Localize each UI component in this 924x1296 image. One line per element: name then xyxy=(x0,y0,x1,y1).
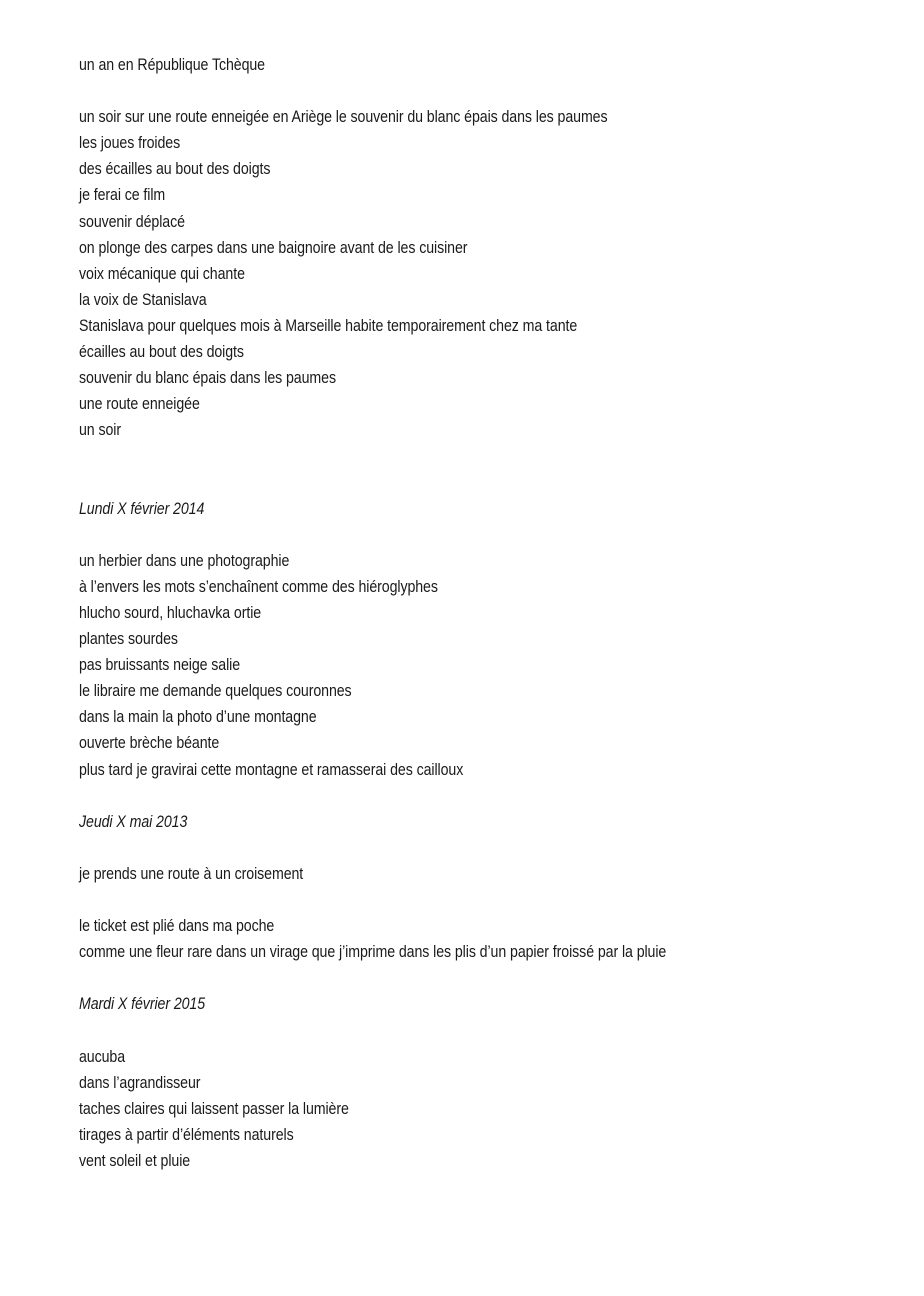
verse-line: les joues froides xyxy=(79,134,181,153)
spacer xyxy=(79,887,899,913)
stanza xyxy=(79,104,899,443)
verse-line: taches claires qui laissent passer la lumière xyxy=(79,1099,349,1118)
verse-line: souvenir déplacé xyxy=(79,212,185,231)
verse-line: des écailles au bout des doigts xyxy=(79,160,271,179)
verse-line: la voix de Stanislava xyxy=(79,290,207,309)
stanza xyxy=(79,861,899,887)
spacer xyxy=(79,522,899,548)
document-title: un an en République Tchèque xyxy=(79,56,265,74)
section-date-heading: Jeudi X mai 2013 xyxy=(79,812,188,831)
section-2 xyxy=(79,496,899,783)
verse-line: Stanislava pour quelques mois à Marseille habite temporairement chez ma tante xyxy=(79,316,578,335)
stanza xyxy=(79,548,899,783)
verse-line: comme une fleur rare dans un virage que j’imprime dans les plis d’un papier froissé par la pluie xyxy=(79,943,667,962)
spacer xyxy=(79,470,899,496)
verse-line: je prends une route à un croisement xyxy=(79,864,304,883)
verse-line: un soir xyxy=(79,421,121,440)
verse-line: aucuba xyxy=(79,1047,126,1066)
verse-line: un soir sur une route enneigée en Ariège le souvenir du blanc épais dans les paumes xyxy=(79,108,608,127)
section-1 xyxy=(79,104,899,443)
verse-line: dans l’agrandisseur xyxy=(79,1073,201,1092)
spacer xyxy=(79,443,899,469)
verse-line: je ferai ce film xyxy=(79,186,166,205)
section-date-heading: Mardi X février 2015 xyxy=(79,995,206,1014)
section-3 xyxy=(79,809,899,966)
spacer xyxy=(79,1017,899,1043)
verse-line: souvenir du blanc épais dans les paumes xyxy=(79,369,336,388)
section-date-heading: Lundi X février 2014 xyxy=(79,499,205,518)
verse-line: à l’envers les mots s’enchaînent comme des hiéroglyphes xyxy=(79,577,438,596)
verse-line: un herbier dans une photographie xyxy=(79,551,290,570)
verse-line: on plonge des carpes dans une baignoire avant de les cuisiner xyxy=(79,238,468,257)
spacer xyxy=(79,965,899,991)
verse-line: tirages à partir d’éléments naturels xyxy=(79,1125,294,1144)
verse-line: pas bruissants neige salie xyxy=(79,656,241,675)
section-4 xyxy=(79,991,899,1174)
verse-line: une route enneigée xyxy=(79,395,200,414)
spacer xyxy=(79,78,899,104)
verse-line: plantes sourdes xyxy=(79,630,178,649)
verse-line: hlucho sourd, hluchavka ortie xyxy=(79,603,262,622)
spacer xyxy=(79,835,899,861)
verse-line: le libraire me demande quelques couronnes xyxy=(79,682,352,701)
verse-line: vent soleil et pluie xyxy=(79,1151,191,1170)
stanza xyxy=(79,913,899,965)
verse-line: le ticket est plié dans ma poche xyxy=(79,917,275,936)
document-page xyxy=(79,52,899,1174)
spacer xyxy=(79,783,899,809)
stanza xyxy=(79,1044,899,1174)
verse-line: ouverte brèche béante xyxy=(79,734,220,753)
verse-line: voix mécanique qui chante xyxy=(79,264,245,283)
verse-line: écailles au bout des doigts xyxy=(79,343,244,362)
verse-line: dans la main la photo d’une montagne xyxy=(79,708,317,727)
verse-line: plus tard je gravirai cette montagne et ramasserai des cailloux xyxy=(79,760,464,779)
